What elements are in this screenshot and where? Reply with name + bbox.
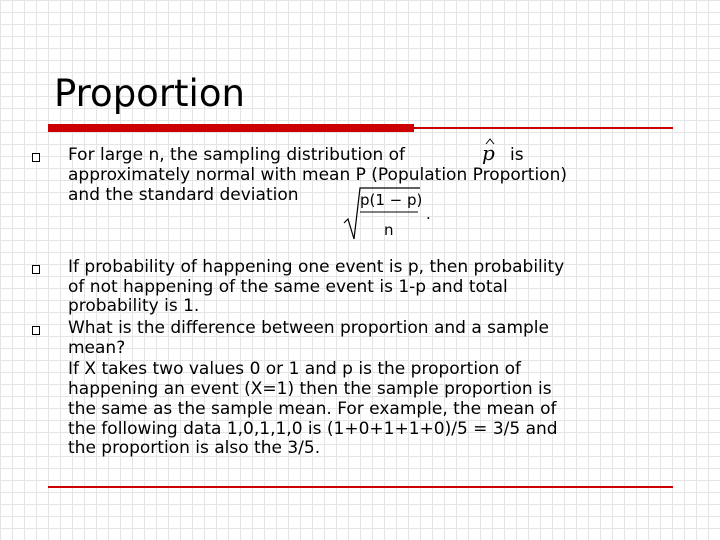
title-underline-bar bbox=[48, 124, 414, 132]
bullet-2-line-3: probability is 1. bbox=[68, 296, 200, 316]
bullet-1-line-3: and the standard deviation bbox=[68, 185, 299, 205]
bullet-3-line-1: What is the difference between proportion and a sample bbox=[68, 318, 549, 338]
bullet-3-line-5: the same as the sample mean. For example, the mean of bbox=[68, 399, 557, 419]
title-underline-rule bbox=[414, 127, 673, 129]
bullet-1-line-1-post: is bbox=[510, 145, 524, 165]
p-hat-letter: p bbox=[482, 141, 495, 165]
bullet-3-line-4: happening an event (X=1) then the sample proportion is bbox=[68, 379, 552, 399]
bullet-marker-3 bbox=[32, 326, 40, 335]
slide-title: Proportion bbox=[54, 72, 245, 115]
bullet-3-line-3: If X takes two values 0 or 1 and p is the proportion of bbox=[68, 359, 522, 379]
bullet-marker-1 bbox=[32, 153, 40, 162]
formula-denominator: n bbox=[384, 221, 394, 239]
bullet-3-line-7: the proportion is also the 3/5. bbox=[68, 438, 321, 458]
formula-numerator: p(1 − p) bbox=[360, 191, 423, 209]
footer-rule bbox=[48, 486, 673, 488]
bullet-2-line-1: If probability of happening one event is p, then probability bbox=[68, 257, 565, 277]
standard-deviation-formula bbox=[342, 185, 442, 241]
p-hat-symbol bbox=[480, 136, 502, 166]
bullet-3-line-2: mean? bbox=[68, 337, 126, 358]
bullet-1-line-2: approximately normal with mean P (Population Proportion) bbox=[68, 165, 567, 185]
formula-period: . bbox=[426, 205, 431, 223]
bullet-3-line-6: the following data 1,0,1,1,0 is (1+0+1+1+0)/5 = 3/5 and bbox=[68, 419, 558, 439]
bullet-2-line-2: of not happening of the same event is 1-p and total bbox=[68, 277, 508, 297]
bullet-1-line-1-pre: For large n, the sampling distribution of bbox=[68, 145, 406, 165]
bullet-marker-2 bbox=[32, 265, 40, 274]
